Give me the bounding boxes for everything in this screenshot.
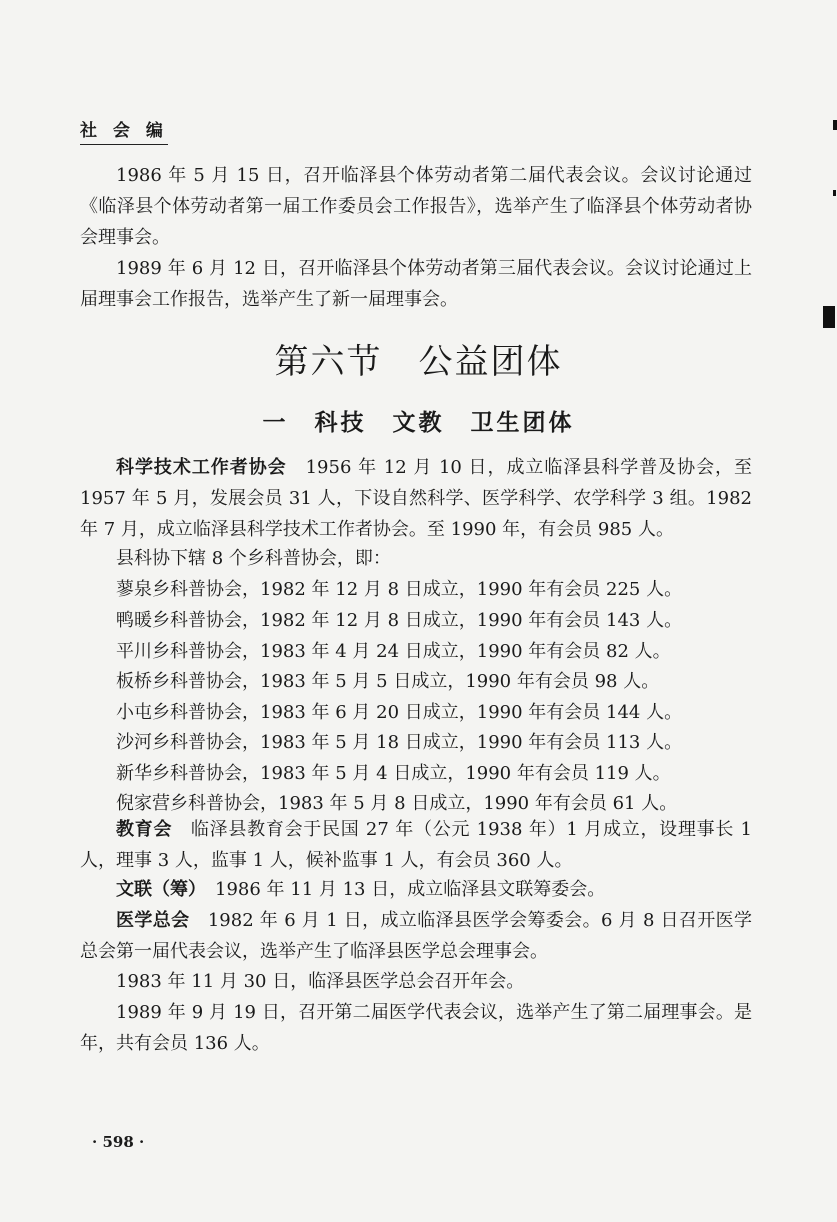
branch-banqiao: 板桥乡科普协会，1983 年 5 月 5 日成立，1990 年有会员 98 人。	[116, 671, 660, 692]
paragraph-medical-association	[80, 905, 752, 967]
scan-edge-mark	[823, 306, 835, 328]
branch-intro: 县科协下辖 8 个乡科普协会，即：	[116, 548, 391, 569]
paragraph-education-association	[80, 814, 752, 876]
branch-liaoquan: 蓼泉乡科普协会，1982 年 12 月 8 日成立，1990 年有会员 225 人。	[116, 579, 683, 600]
branch-yanuan: 鸭暖乡科普协会，1982 年 12 月 8 日成立，1990 年有会员 143 人。	[116, 610, 683, 631]
arts-federation-text: 1986 年 11 月 13 日，成立临泽县文联筹委会。	[215, 879, 606, 900]
branch-xinhua: 新华乡科普协会，1983 年 5 月 4 日成立，1990 年有会员 119 人。	[116, 763, 671, 784]
subsection-title: 一 科技 文教 卫生团体	[262, 409, 575, 436]
paragraph-medical-1983: 1983 年 11 月 30 日，临泽县医学总会召开年会。	[116, 971, 525, 992]
paragraph-1989-congress: 1989 年 6 月 12 日，召开临泽县个体劳动者第三届代表会议。会议讨论通过上届理事会工作报告，选举产生了新一届理事会。	[80, 258, 752, 310]
paragraph-medical-1989: 1989 年 9 月 19 日，召开第二届医学代表会议，选举产生了第二届理事会。是年，共有会员 136 人。	[80, 1002, 752, 1054]
scan-edge-mark-tiny	[833, 190, 836, 196]
paragraph-arts-federation	[80, 874, 752, 905]
section-title: 第六节 公益团体	[274, 342, 563, 382]
arts-federation-heading: 文联（筹）	[116, 879, 197, 900]
running-header: 社 会 编	[80, 116, 168, 145]
page-number: · 598 ·	[92, 1133, 145, 1151]
branch-pingchuan: 平川乡科普协会，1983 年 4 月 24 日成立，1990 年有会员 82 人。	[116, 641, 671, 662]
scan-edge-mark-small	[833, 120, 837, 130]
education-association-heading: 教育会	[116, 819, 173, 840]
branch-xiaotun: 小屯乡科普协会，1983 年 6 月 20 日成立，1990 年有会员 144 人。	[116, 702, 683, 723]
science-association-text: 1956 年 12 月 10 日，成立临泽县科学普及协会，至 1957 年 5 月，发展会员 31 人，下设自然科学、医学科学、农学科学 3 组。1982 年 7 月，成立临泽县科学技术工作者协会。至 1990 年，有会员 985 人。	[80, 457, 752, 540]
medical-association-text: 1982 年 6 月 1 日，成立临泽县医学会筹委会。6 月 8 日召开医学总会第一届代表会议，选举产生了临泽县医学总会理事会。	[80, 910, 753, 962]
paragraph-science-association	[80, 452, 752, 545]
medical-association-heading: 医学总会	[116, 910, 190, 931]
branch-shahe: 沙河乡科普协会，1983 年 5 月 18 日成立，1990 年有会员 113 人。	[116, 732, 683, 753]
education-association-text: 临泽县教育会于民国 27 年（公元 1938 年）1 月成立，设理事长 1 人，理事 3 人，监事 1 人，候补监事 1 人，有会员 360 人。	[80, 819, 752, 871]
science-association-heading: 科学技术工作者协会	[116, 457, 287, 478]
paragraph-1986-congress: 1986 年 5 月 15 日，召开临泽县个体劳动者第二届代表会议。会议讨论通过《临泽县个体劳动者第一届工作委员会工作报告》，选举产生了临泽县个体劳动者协会理事会。	[80, 165, 752, 248]
branch-nijiaying: 倪家营乡科普协会，1983 年 5 月 8 日成立，1990 年有会员 61 人。	[116, 793, 678, 814]
